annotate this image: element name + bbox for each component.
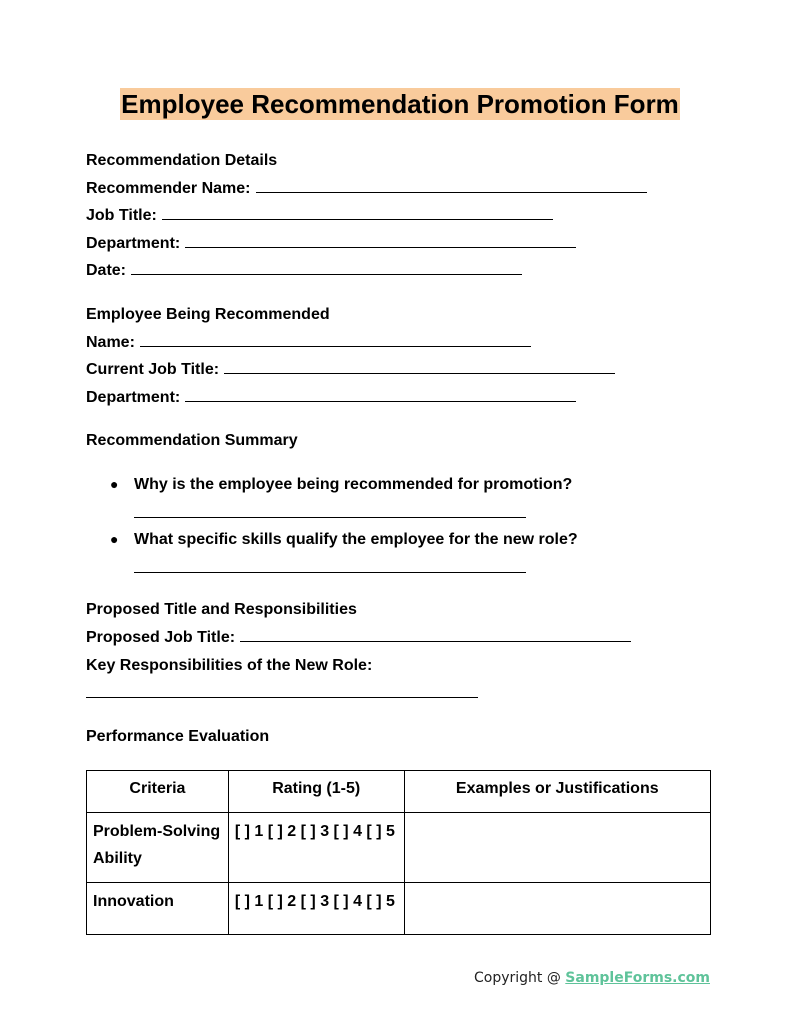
question-2-label: What specific skills qualify the employee for the new role? xyxy=(134,531,578,548)
job-title-field[interactable] xyxy=(162,206,553,220)
job-title-row xyxy=(86,206,553,226)
rating-cell[interactable]: [ ] 1 [ ] 2 [ ] 3 [ ] 4 [ ] 5 xyxy=(228,813,404,883)
date-label: Date: xyxy=(86,262,127,279)
proposed-job-title-field[interactable] xyxy=(240,628,631,642)
section-heading-recommendation-details: Recommendation Details xyxy=(86,152,278,169)
job-title-label: Job Title: xyxy=(86,207,157,224)
sampleforms-link[interactable]: SampleForms.com xyxy=(565,970,710,986)
criteria-cell: Innovation xyxy=(87,883,229,935)
bullet-icon: ● xyxy=(110,476,119,492)
rating-cell[interactable]: [ ] 1 [ ] 2 [ ] 3 [ ] 4 [ ] 5 xyxy=(228,883,404,935)
footer-copyright xyxy=(474,970,710,986)
recommender-name-label: Recommender Name: xyxy=(86,180,251,197)
department-field[interactable] xyxy=(185,234,576,248)
examples-cell[interactable] xyxy=(404,813,710,883)
recommender-name-field[interactable] xyxy=(256,179,647,193)
examples-cell[interactable] xyxy=(404,883,710,935)
proposed-job-title-row xyxy=(86,628,631,648)
current-job-title-row xyxy=(86,360,615,380)
section-heading-recommendation-summary: Recommendation Summary xyxy=(86,432,298,449)
date-row xyxy=(86,261,522,281)
current-job-title-label: Current Job Title: xyxy=(86,361,220,378)
section-heading-employee-recommended: Employee Being Recommended xyxy=(86,306,330,323)
section-heading-performance-evaluation: Performance Evaluation xyxy=(86,728,270,745)
column-header-examples: Examples or Justifications xyxy=(404,771,710,813)
performance-evaluation-table xyxy=(86,770,711,935)
question-2-answer-field[interactable] xyxy=(134,572,526,573)
date-field[interactable] xyxy=(131,261,522,275)
table-header-row xyxy=(87,771,711,813)
employee-department-field[interactable] xyxy=(185,388,576,402)
summary-question-2 xyxy=(110,529,578,550)
department-row xyxy=(86,234,576,254)
question-1-answer-field[interactable] xyxy=(134,517,526,518)
summary-question-1 xyxy=(110,474,572,495)
column-header-criteria: Criteria xyxy=(87,771,229,813)
employee-department-label: Department: xyxy=(86,389,181,406)
employee-name-label: Name: xyxy=(86,334,135,351)
section-heading-proposed: Proposed Title and Responsibilities xyxy=(86,601,357,618)
column-header-rating: Rating (1-5) xyxy=(228,771,404,813)
employee-department-row xyxy=(86,388,576,408)
proposed-job-title-label: Proposed Job Title: xyxy=(86,629,236,646)
criteria-cell: Problem-Solving Ability xyxy=(87,813,229,883)
current-job-title-field[interactable] xyxy=(224,360,615,374)
key-responsibilities-field[interactable] xyxy=(86,697,478,698)
bullet-icon: ● xyxy=(110,531,119,547)
key-responsibilities-label: Key Responsibilities of the New Role: xyxy=(86,657,373,674)
employee-name-row xyxy=(86,333,531,353)
employee-name-field[interactable] xyxy=(140,333,531,347)
page-title: Employee Recommendation Promotion Form xyxy=(121,89,679,119)
question-1-label: Why is the employee being recommended for promotion? xyxy=(134,476,573,493)
table-row xyxy=(87,883,711,935)
recommender-name-row xyxy=(86,179,647,199)
table-row xyxy=(87,813,711,883)
copyright-text: Copyright @ xyxy=(473,970,566,986)
department-label: Department: xyxy=(86,235,181,252)
title-container xyxy=(0,88,800,120)
